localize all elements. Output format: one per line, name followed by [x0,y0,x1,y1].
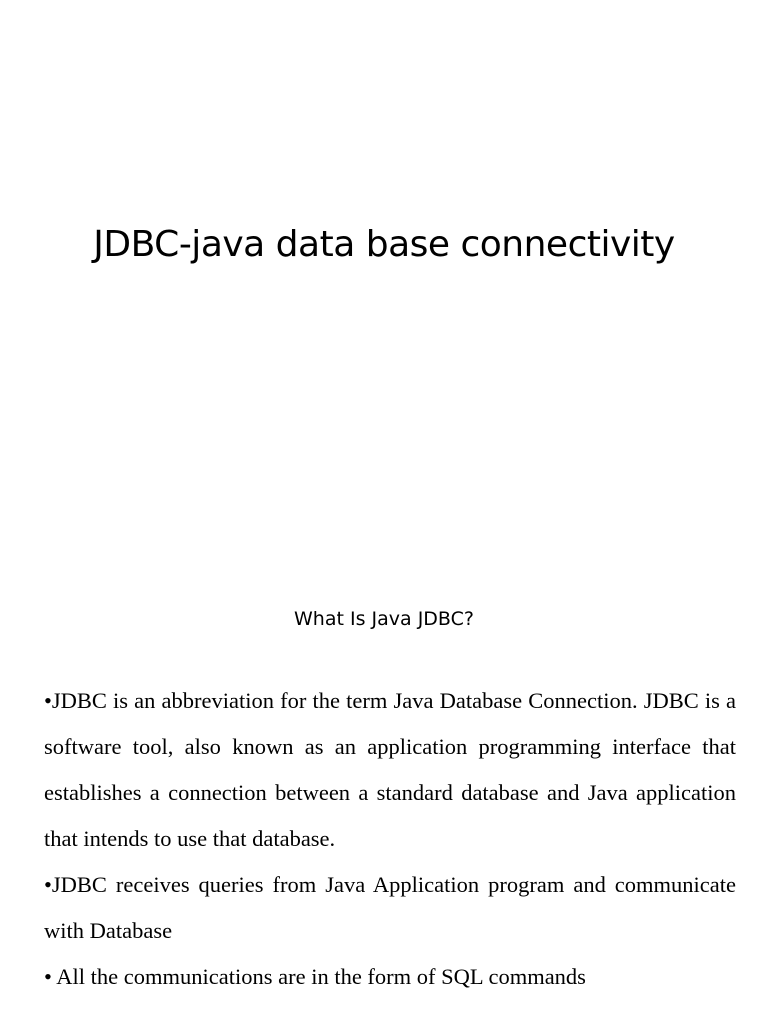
bullet-point: •JDBC receives queries from Java Application program and communicate with Database [44,872,736,943]
slide-title: JDBC-java data base connectivity [93,224,675,265]
bullet-point: •JDBC is an abbreviation for the term Java Database Connection. JDBC is a software tool, also known as an application programming interface that establishes a connection between a standard database and Java application that intends to use that database. [44,688,736,851]
slide-heading: What Is Java JDBC? [294,608,474,630]
bullet-point: • All the communications are in the form of SQL commands [44,964,586,989]
slide-body [44,678,736,1000]
content-slide [0,576,768,1024]
